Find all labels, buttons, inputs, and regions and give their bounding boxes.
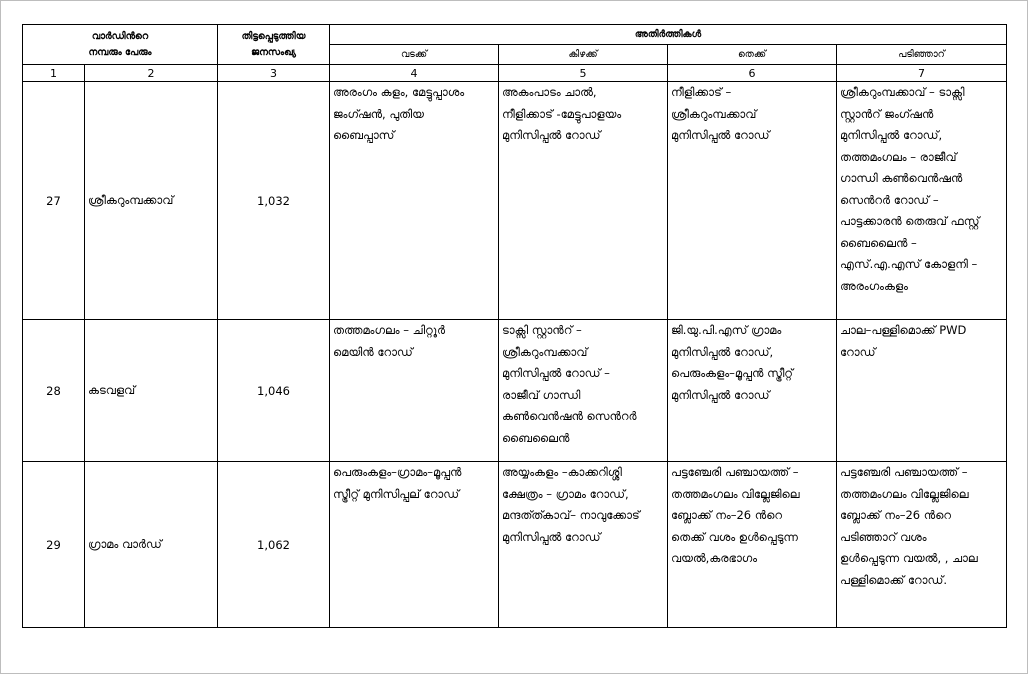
boundary-west bbox=[837, 462, 1007, 628]
boundary-south bbox=[668, 462, 837, 628]
ward-number: 29 bbox=[23, 462, 85, 628]
boundary-line: ശ്രീകറുംമ്പക്കാവ് bbox=[502, 344, 588, 359]
boundary-west bbox=[837, 320, 1007, 462]
boundary-line: തത്തമംഗലം വില്ലേജിലെ bbox=[671, 486, 800, 501]
boundary-line: അരംഗംകളം bbox=[840, 278, 908, 293]
boundary-line: ബൈലൈൻ – bbox=[840, 235, 917, 250]
header-population-label: തിട്ടപ്പെടുത്തിയ ജനസംഖ്യ bbox=[241, 30, 306, 58]
header-ward-label: വാർഡിൻറെ നമ്പരും പേരും bbox=[88, 30, 152, 58]
boundary-line: മുനിസിപ്പൽ റോഡ് bbox=[671, 128, 770, 142]
boundary-line: മുനിസിപ്പൽ റോഡ് bbox=[502, 128, 601, 142]
boundary-line: മുനിസിപ്പൽ റോഡ്, bbox=[840, 128, 943, 142]
boundary-line: തത്തമംഗലം വില്ലേജിലെ bbox=[840, 486, 969, 501]
boundary-line: റോഡ് bbox=[840, 344, 876, 359]
ward-row bbox=[23, 462, 1007, 628]
column-number: 3 bbox=[218, 65, 330, 82]
boundary-line: ജംഗ്ഷൻ, പുതിയ bbox=[333, 106, 424, 121]
boundary-line: സെൻറർ റോഡ് – bbox=[840, 192, 939, 207]
boundary-line: പട്ടഞ്ചേരി പഞ്ചായത്ത് – bbox=[840, 465, 968, 479]
boundary-line: പട്ടഞ്ചേരി പഞ്ചായത്ത് – bbox=[671, 465, 799, 479]
column-number: 5 bbox=[499, 65, 668, 82]
ward-name: ശ്രീകറുംമ്പക്കാവ് bbox=[85, 82, 218, 320]
column-number: 7 bbox=[837, 65, 1007, 82]
boundary-line: ശ്രീകറുംമ്പക്കാവ് – ടാക്സി bbox=[840, 85, 965, 99]
boundary-line: ബൈപ്പാസ് bbox=[333, 128, 395, 142]
boundary-line: ജി.യു.പി.എസ് ഗ്രാമം bbox=[671, 323, 782, 337]
boundary-line: കൺവെൻഷൻ സെൻറർ bbox=[502, 409, 637, 423]
boundary-north bbox=[330, 82, 499, 320]
column-number: 2 bbox=[85, 65, 218, 82]
boundary-line: ശ്രീകറുംമ്പക്കാവ് bbox=[671, 106, 757, 121]
boundary-line: മുനിസിപ്പൽ റോഡ് bbox=[502, 529, 601, 544]
boundary-line: സ്ട്രീറ്റ് മുനിസിപ്പല് റോഡ് bbox=[333, 486, 460, 501]
boundary-line: മന്ദത്ത്കാവ്– നാവുക്കോട് bbox=[502, 508, 640, 522]
header-boundaries-label: അതിർത്തികൾ bbox=[634, 28, 702, 40]
boundary-north bbox=[330, 462, 499, 628]
boundary-line: നീളിക്കാട് -മേട്ടുപാളയം bbox=[502, 106, 622, 121]
boundary-line: ബൈലൈൻ bbox=[502, 430, 570, 445]
boundary-south bbox=[668, 82, 837, 320]
ward-number: 27 bbox=[23, 82, 85, 320]
boundary-line: ഗാന്ധി കൺവെൻഷൻ bbox=[840, 171, 963, 185]
boundary-line: രാജീവ് ഗാന്ധി bbox=[502, 387, 581, 402]
column-number: 4 bbox=[330, 65, 499, 82]
header-north: വടക്ക് bbox=[330, 45, 499, 65]
boundary-line: ക്ഷേത്രം – ഗ്രാമം റോഡ്, bbox=[502, 486, 629, 501]
header-west: പടിഞ്ഞാറ് bbox=[837, 45, 1007, 65]
boundary-line: അരംഗം കളം, മേട്ടുപ്പാശം bbox=[333, 85, 465, 99]
boundary-line: പടിഞ്ഞാറ് വശം bbox=[840, 529, 927, 544]
boundary-north bbox=[330, 320, 499, 462]
header-south: തെക്ക് bbox=[668, 45, 837, 65]
boundary-line: മെയിൻ റോഡ് bbox=[333, 344, 413, 359]
boundary-line: അയ്യംകളം –കാക്കറിശ്ശി bbox=[502, 465, 622, 479]
boundary-line: പാട്ടക്കാരൻ തെരുവ് ഫസ്റ്റ് bbox=[840, 214, 980, 228]
boundary-line: ഉൾപ്പെടുന്ന വയൽ, , ചാല bbox=[840, 551, 978, 565]
ward-name: കടവളവ് bbox=[85, 320, 218, 462]
ward-row bbox=[23, 320, 1007, 462]
boundary-line: മുനിസിപ്പൽ റോഡ് bbox=[671, 387, 770, 402]
boundary-line: ടാക്സി സ്റ്റാൻറ് – bbox=[502, 323, 582, 337]
boundary-east bbox=[499, 82, 668, 320]
boundary-line: ചാല–പള്ളിമൊക്ക് PWD bbox=[840, 323, 967, 337]
boundary-line: സ്റ്റാൻറ് ജംഗ്ഷൻ bbox=[840, 106, 934, 121]
header-ward-name-number bbox=[23, 25, 218, 65]
boundary-south bbox=[668, 320, 837, 462]
boundary-line: പള്ളിമൊക്ക് റോഡ്. bbox=[840, 572, 947, 587]
boundary-line: പെരുംകളം–ഗ്രാമം–മൂപ്പൻ bbox=[333, 465, 462, 479]
boundary-line: തത്തമംഗലം – ചിറ്റൂർ bbox=[333, 323, 446, 337]
header-population bbox=[218, 25, 330, 65]
boundary-line: ബ്ലോക്ക് നം–26 ൻറെ bbox=[671, 508, 783, 522]
header-boundaries bbox=[330, 25, 1007, 45]
boundary-line: നീളിക്കാട് – bbox=[671, 85, 732, 99]
header-east: കിഴക്ക് bbox=[499, 45, 668, 65]
ward-boundaries-table bbox=[22, 24, 1007, 628]
ward-row bbox=[23, 82, 1007, 320]
boundary-west bbox=[837, 82, 1007, 320]
boundary-line: തത്തമംഗലം – രാജീവ് bbox=[840, 149, 957, 164]
boundary-line: തെക്ക് വശം ഉൾപ്പെടുന്ന bbox=[671, 529, 798, 544]
boundary-line: മുനിസിപ്പൽ റോഡ്, bbox=[671, 344, 774, 359]
column-number: 6 bbox=[668, 65, 837, 82]
ward-name: ഗ്രാമം വാർഡ് bbox=[85, 462, 218, 628]
boundary-east bbox=[499, 320, 668, 462]
boundary-line: പെരുംകളം–മൂപ്പൻ സ്ട്രീറ്റ് bbox=[671, 366, 794, 380]
column-number-row bbox=[23, 65, 1007, 82]
boundary-line: ബ്ലോക്ക് നം–26 ൻറെ bbox=[840, 508, 952, 522]
boundary-line: വയൽ,കരഭാഗം bbox=[671, 551, 758, 565]
boundary-line: എസ്.എ.എസ് കോളനി – bbox=[840, 257, 978, 271]
column-number: 1 bbox=[23, 65, 85, 82]
ward-number: 28 bbox=[23, 320, 85, 462]
boundary-line: മുനിസിപ്പൽ റോഡ് – bbox=[502, 366, 610, 380]
boundary-east bbox=[499, 462, 668, 628]
boundary-line: അകംപാടം ചാൽ, bbox=[502, 85, 597, 99]
ward-population: 1,062 bbox=[218, 462, 330, 628]
ward-population: 1,032 bbox=[218, 82, 330, 320]
ward-population: 1,046 bbox=[218, 320, 330, 462]
